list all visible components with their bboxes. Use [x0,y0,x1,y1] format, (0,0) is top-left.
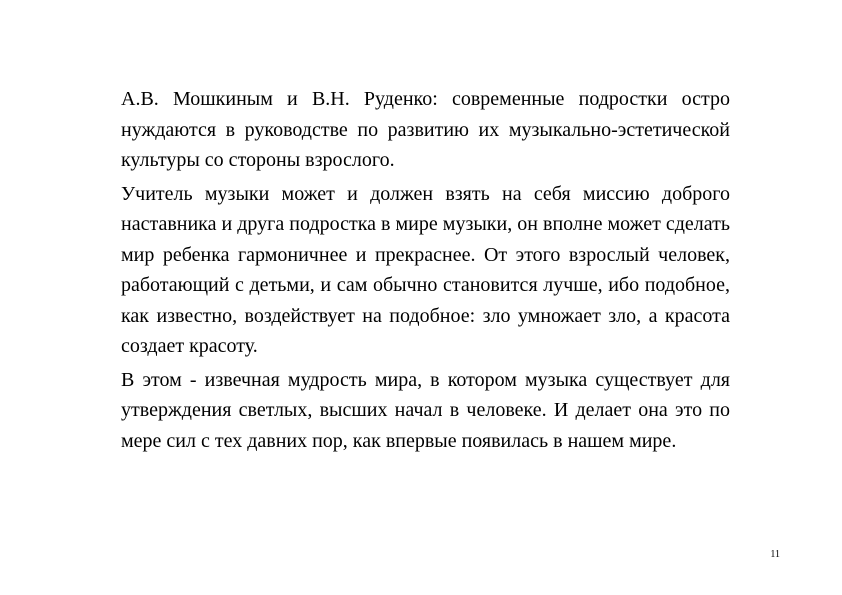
body-text [121,84,730,459]
paragraph-1: А.В. Мошкиным и В.Н. Руденко: современные подростки остро нуждаются в руководстве по развитию их музыкально-эстетической культуры со стороны взрослого. [121,88,730,171]
page-number: 11 [770,549,780,560]
paragraph-3: В этом - извечная мудрость мира, в котором музыка существует для утверждения светлых, высших начал в человеке. И делает она это по мере сил с тех давних пор, как впервые появилась в нашем мире. [121,368,730,452]
paragraph-2: Учитель музыки может и должен взять на себя миссию доброго наставника и друга подростка в мире музыки, он вполне может сделать мир ребенка гармоничнее и прекраснее. От этого взрослый человек, работающий с детьми, и сам обычно становится лучше, ибо подобное, как известно, воздействует на подобное: зло умножает зло, а красота создает красоту. [121,182,730,357]
